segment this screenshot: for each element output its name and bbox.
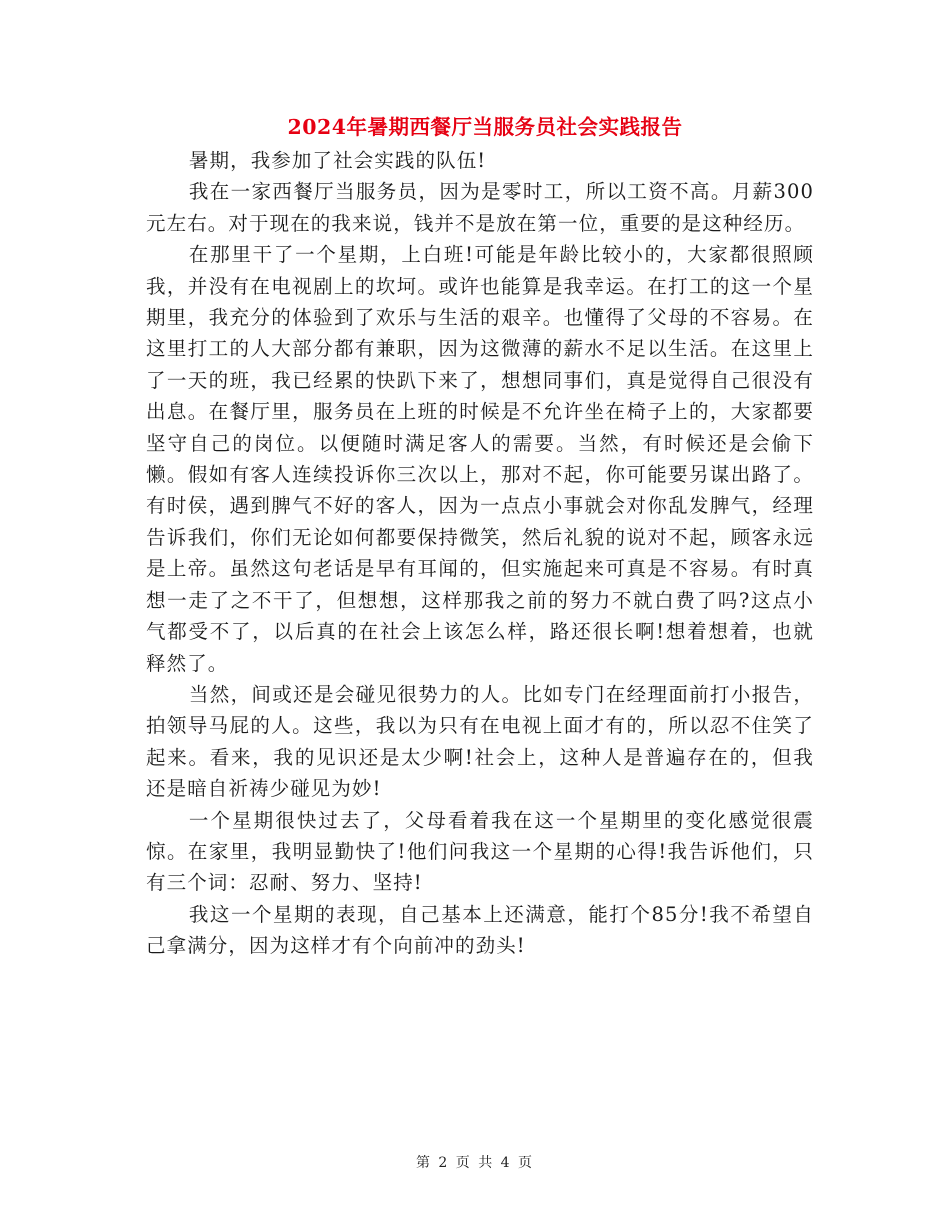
paragraph-intro: 暑期，我参加了社会实践的队伍! [188,149,487,172]
document-title: 2024年暑期西餐厅当服务员社会实践报告 [287,115,683,139]
page-number: 第 2 页 共 4 页 [415,1155,535,1171]
paragraph-conclusion: 我这一个星期的表现，自己基本上还满意，能打个85分!我不希望自己拿满分，因为这样才有个向前冲的劲头! [146,902,814,958]
paragraph-people: 当然，间或还是会碰见很势力的人。比如专门在经理面前打小报告，拍领导马屁的人。这些，我以为只有在电视上面才有的，所以忍不住笑了起来。看来，我的见识还是太少啊!社会上，这种人是普遍存在的，但我还是暗自祈祷少碰见为妙! [146,682,814,801]
paragraph-experience: 在那里干了一个星期，上白班!可能是年龄比较小的，大家都很照顾我，并没有在电视剧上的坎坷。或许也能算是我幸运。在打工的这一个星期里，我充分的体验到了欢乐与生活的艰辛。也懂得了父母的不容易。在这里打工的人大部分都有兼职，因为这微薄的薪水不足以生活。在这里上了一天的班，我已经累的快趴下来了，想想同事们，真是觉得自己很没有出息。在餐厅里，服务员在上班的时候是不允许坐在椅子上的，大家都要坚守自己的岗位。以便随时满足客人的需要。当然，有时候还是会偷下懒。假如有客人连续投诉你三次以上，那对不起，你可能要另谋出路了。有时侯，遇到脾气不好的客人，因为一点点小事就会对你乱发脾气，经理告诉我们，你们无论如何都要保持微笑，然后礼貌的说对不起，顾客永远是上帝。虽然这句老话是早有耳闻的，但实施起来可真是不容易。有时真想一走了之不干了，但想想，这样那我之前的努力不就白费了吗?这点小气都受不了，以后真的在社会上该怎么样，路还很长啊!想着想着，也就释然了。 [146,243,814,675]
document-body [146,145,814,962]
paragraph-job: 我在一家西餐厅当服务员，因为是零时工，所以工资不高。月薪300元左右。对于现在的我来说，钱并不是放在第一位，重要的是这种经历。 [146,180,814,235]
paragraph-change: 一个星期很快过去了，父母看着我在这一个星期里的变化感觉很震惊。在家里，我明显勤快了!他们问我这一个星期的心得!我告诉他们，只有三个词：忍耐、努力、坚持! [146,808,814,895]
